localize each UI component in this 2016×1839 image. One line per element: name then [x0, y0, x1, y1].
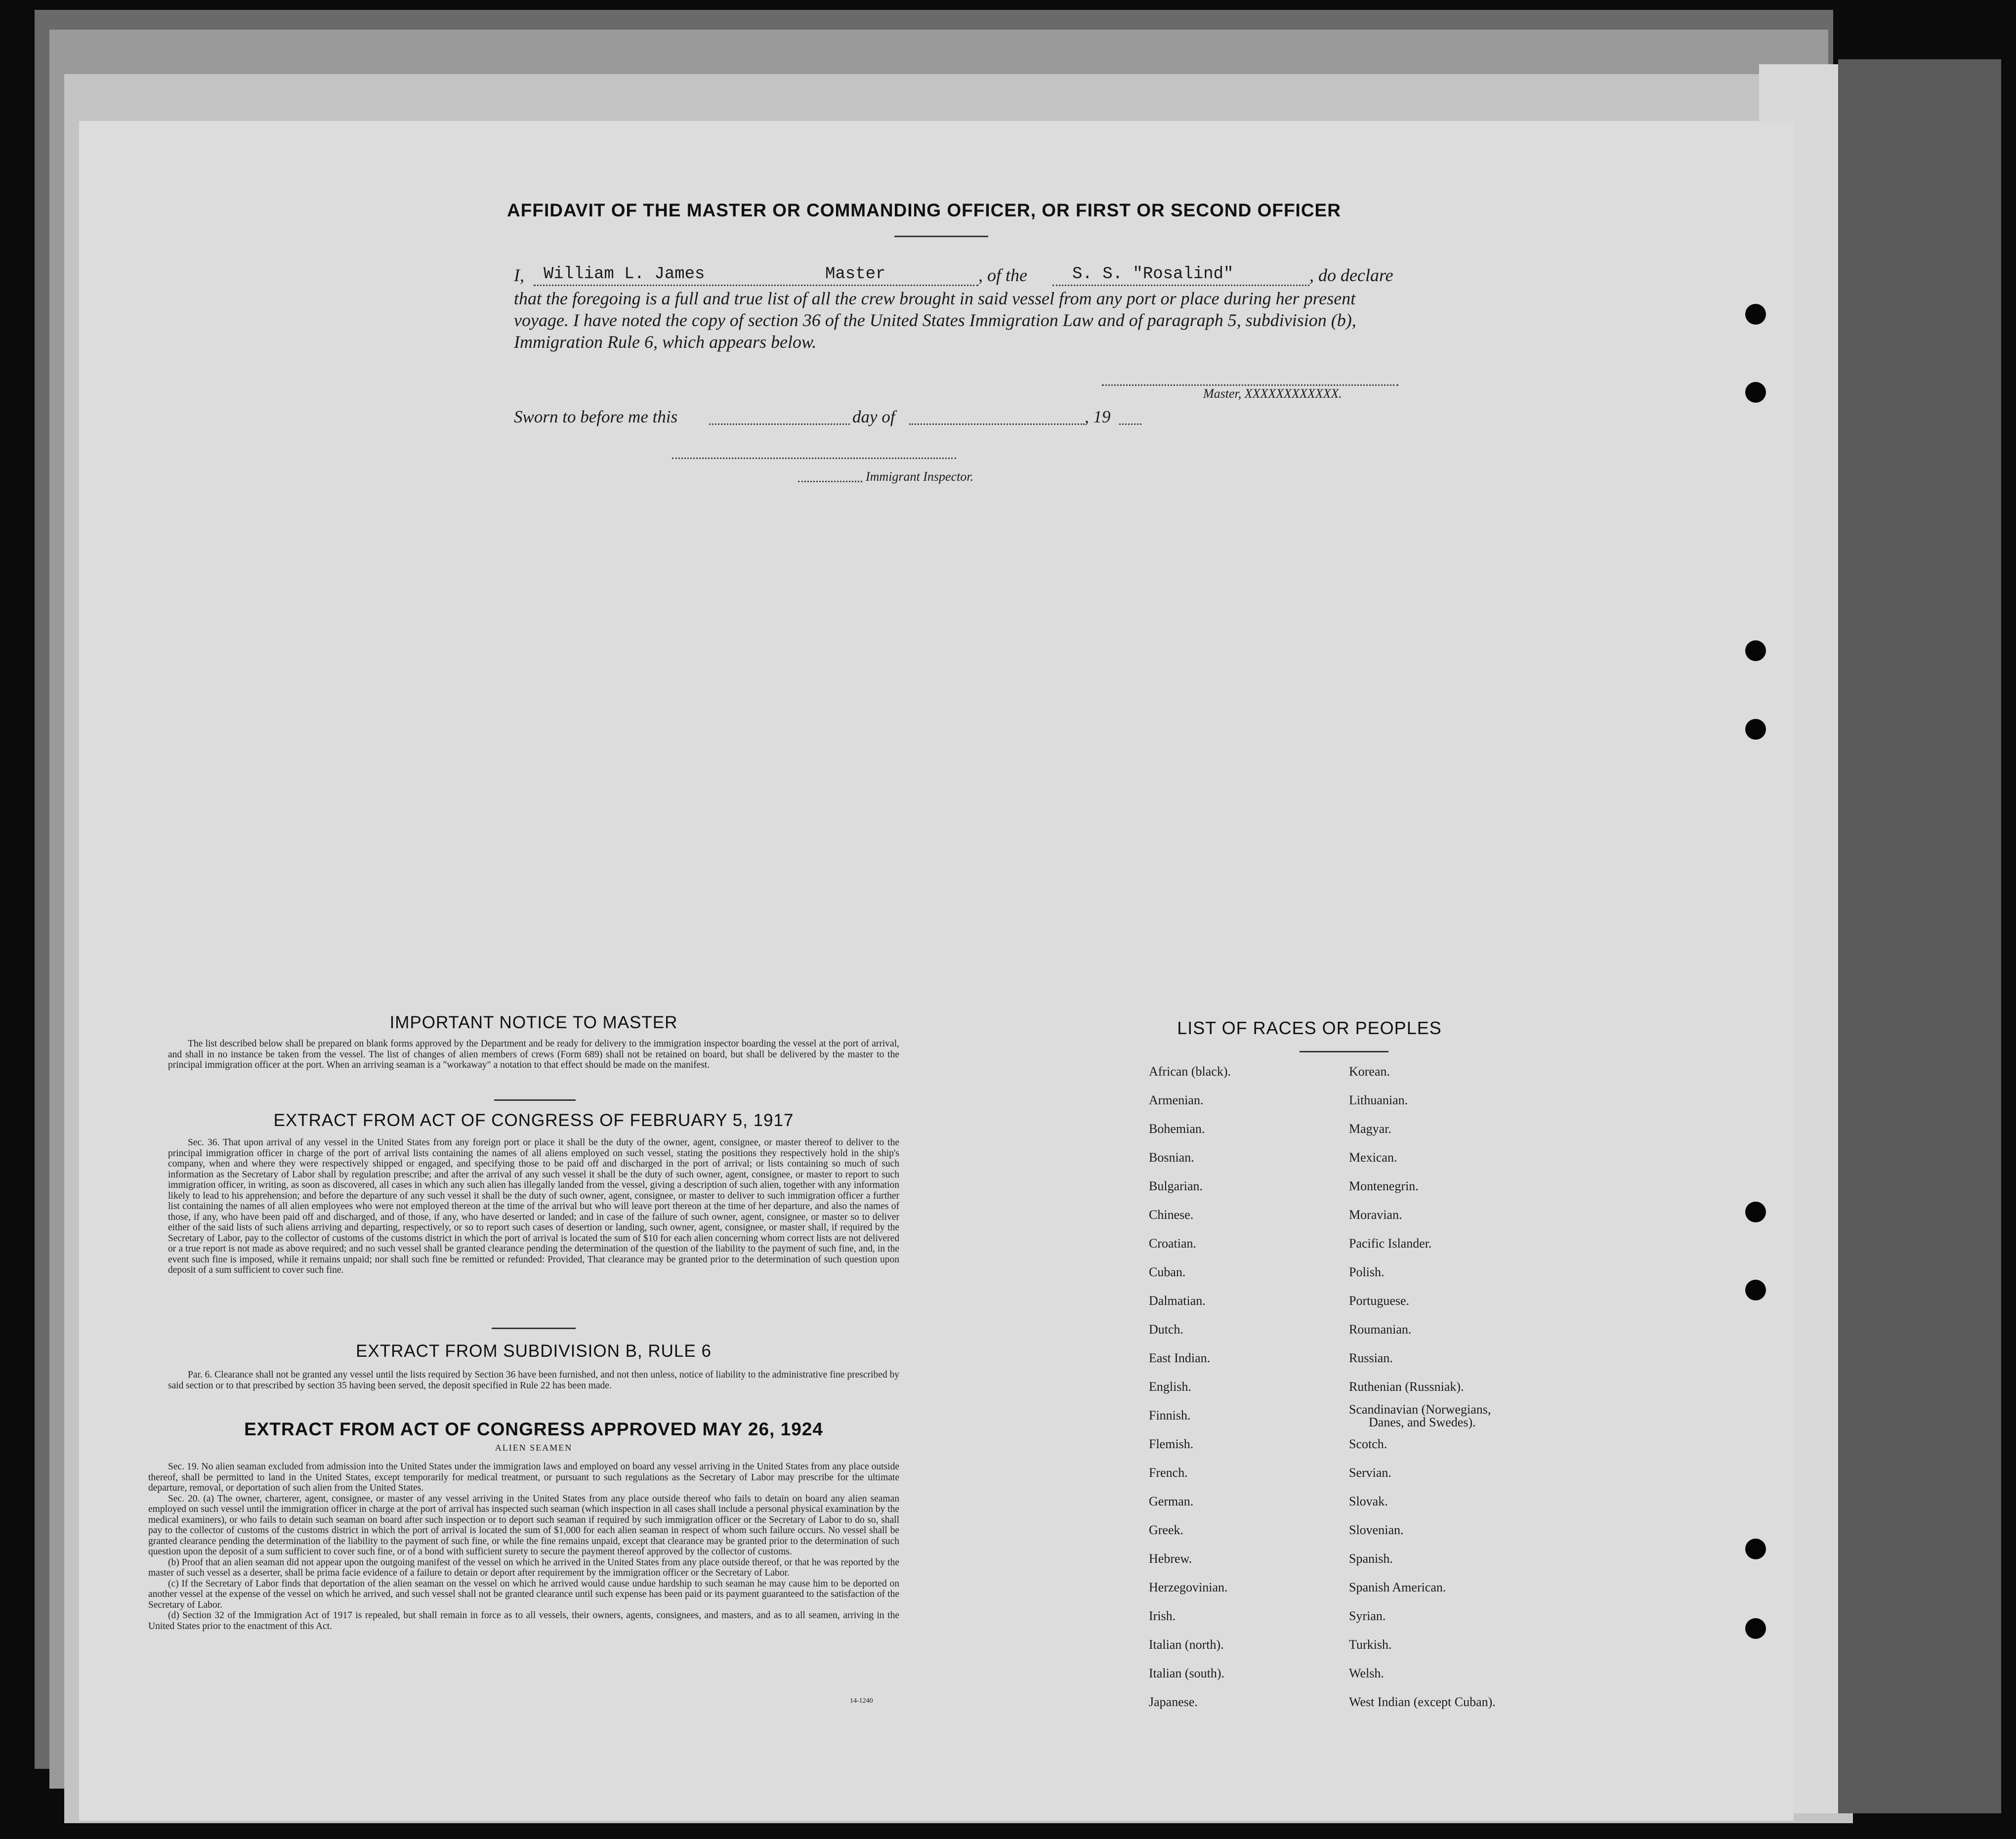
- signature-line[interactable]: [1102, 384, 1398, 386]
- punch-hole: [1745, 382, 1766, 403]
- race-item: Japanese.: [1149, 1695, 1198, 1709]
- race-item: Bosnian.: [1149, 1150, 1194, 1165]
- race-item: Montenegrin.: [1349, 1179, 1419, 1193]
- race-item: German.: [1149, 1494, 1194, 1508]
- extract-rule6-title: EXTRACT FROM SUBDIVISION B, RULE 6: [356, 1341, 712, 1361]
- race-item: Magyar.: [1349, 1122, 1391, 1136]
- race-item: Ruthenian (Russniak).: [1349, 1379, 1464, 1394]
- declaration-line: [514, 265, 1428, 290]
- race-item: African (black).: [1149, 1064, 1231, 1079]
- race-item: Flemish.: [1149, 1437, 1194, 1451]
- extract-1917-title: EXTRACT FROM ACT OF CONGRESS OF FEBRUARY 5, 1917: [273, 1111, 794, 1130]
- back-sheet-5: [1838, 59, 2001, 1813]
- race-item: Irish.: [1149, 1609, 1176, 1623]
- extract-1917-body: Sec. 36. That upon arrival of any vessel in the United States from any foreign port or place it shall be the duty of the owner, agent, consignee, or master thereof to deliver to the principal immigration officer in charge of the port of arrival lists containing the names of all aliens employed on such vessel, stating the positions they respectively hold in the ship's company, when and where they were respectively shipped or engaged, and specifying those to be paid off and discharged in the port of arrival; or lists containing so much of such information as the Secretary of Labor shall by regulation prescribe; and after the arrival of any such vessel it shall be the duty of such owner, agent, consignee, or master to report to such immigration officer, in writing, as soon as discovered, all cases in which any such alien has illegally landed from the vessel, giving a description of such alien, together with any information likely to lead to his apprehension; and before the departure of any such vessel it shall be the duty of such owner, agent, consignee, or master to deliver to such immigration officer a further list containing the names of all alien employees who were not employed thereon at the time of the arrival but who will leave port thereon at the time of her departure, and also the names of those, if any, who have been paid off and discharged, and of those, if any, who have deserted or landed; and in case of the failure of such owner, agent, consignee, or master so to deliver either of the said lists of such aliens arriving and departing, respectively, or so to report such cases of desertion or landing, such owner, agent, consignee, or master shall, if required by the Secretary of Labor, pay to the collector of customs of the customs district in which the port of arrival is located the sum of $10 for each alien concerning whom correct lists are not delivered or a true report is not made as above required; and no such vessel shall be granted clearance pending the determination of the question of the liability to the payment of such fine, and, in the event such fine is imposed, while it remains unpaid; nor shall such fine be remitted or refunded: Provided, That clearance may be granted prior to the determination of such question upon deposit of a sum sufficient to cover such fine.: [168, 1137, 899, 1275]
- race-item: Syrian.: [1349, 1609, 1386, 1623]
- race-item: West Indian (except Cuban).: [1349, 1695, 1496, 1709]
- punch-hole: [1745, 1539, 1766, 1559]
- race-item: Hebrew.: [1149, 1551, 1192, 1566]
- race-item: Servian.: [1349, 1465, 1391, 1480]
- day-of-text: day of: [852, 407, 895, 426]
- races-column-2: [1349, 1057, 1496, 1716]
- race-item: French.: [1149, 1465, 1188, 1480]
- notice-body: The list described below shall be prepared on blank forms approved by the Department and be ready for delivery to the immigration inspector boarding the vessel at the port of arrival, and shall in no instance be taken from the vessel. The list of changes of alien members of crews (Form 689) shall not be retained on board, but shall be delivered by the master to the principal immigration officer at the port. When an arriving seaman is a "workaway" a notation to that effect should be made on the manifest.: [168, 1039, 899, 1070]
- race-item: Korean.: [1349, 1064, 1390, 1079]
- race-item: Slovak.: [1349, 1494, 1388, 1508]
- race-item: Scandinavian (Norwegians, Danes, and Swedes).: [1349, 1402, 1491, 1429]
- race-item: Spanish American.: [1349, 1580, 1446, 1594]
- race-item: Finnish.: [1149, 1408, 1191, 1422]
- declaration-line-3: Immigration Rule 6, which appears below.: [514, 332, 817, 352]
- race-item: East Indian.: [1149, 1351, 1211, 1365]
- punch-hole: [1745, 1280, 1766, 1300]
- race-item: Armenian.: [1149, 1093, 1204, 1107]
- punch-hole: [1745, 640, 1766, 661]
- race-item: English.: [1149, 1379, 1191, 1394]
- year-prefix: , 19: [1085, 407, 1111, 426]
- punch-hole: [1745, 719, 1766, 740]
- race-item: Croatian.: [1149, 1236, 1197, 1251]
- race-item: Mexican.: [1349, 1150, 1397, 1165]
- declaration-line-1: that the foregoing is a full and true list of all the crew brought in said vessel from any port or place during her present: [514, 289, 1356, 308]
- notice-title: IMPORTANT NOTICE TO MASTER: [389, 1013, 678, 1032]
- race-item: Greek.: [1149, 1523, 1184, 1537]
- punch-hole: [1745, 1618, 1766, 1639]
- form-code: 14-1240: [850, 1697, 873, 1705]
- sworn-text: Sworn to before me this: [514, 407, 678, 426]
- races-divider: [1300, 1051, 1388, 1052]
- extract-1924-body: Sec. 19. No alien seaman excluded from admission into the United States under the immigration laws and employed on board any vessel arriving in the United States from any place outside thereof, shall be permitted to land in the United States, except temporarily for medical treatment, or pursuant to such regulations as the Secretary of Labor may prescribe for the ultimate departure, removal, or deportation of such alien from the United States. Sec. 20. (a) The owner, charterer, agent, consignee, or master of any vessel arriving in the United States from any place outside thereof who fails to detain on board any alien seaman employed on such vessel until the immigration officer in charge at the port of arrival has inspected such seaman (which inspection in all cases shall include a personal physical examination by the medical examiners), or who fails to detain such seaman on board after such inspection or to deport such seaman if required by such immigration officer or the Secretary of Labor to do so, shall pay to the collector of customs of the customs district in which the port of arrival is located the sum of $1,000 for each alien seaman in respect of whom such failure occurs. No vessel shall be granted clearance pending the determination of the liability to the payment of such fine, or while the fine remains unpaid, except that clearance may be granted prior to the determination of such question upon the deposit of a sum sufficient to cover such fine, or of a bond with sufficient surety to secure the payment thereof approved by the collector of customs. (b) Proof that an alien seaman did not appear upon the outgoing manifest of the vessel on which he arrived in the United States from any place outside thereof, or that he was reported by the master of such vessel as a deserter, shall be prima facie evidence of a failure to detain or deport after requirement by the immigration officer or the Secretary of Labor. (c) If the Secretary of Labor finds that deportation of the alien seaman on the vessel on which he arrived would cause undue hardship to such seaman he may cause him to be deported on another vessel at the expense of the vessel on which he arrived, and such vessel shall not be granted clearance until such expense has been paid or its payment guaranteed to the satisfaction of the Secretary of Labor. (d) Section 32 of the Immigration Act of 1917 is repealed, but shall remain in force as to all vessels, their owners, agents, consignees, and masters, and as to all seamen, arriving in the United States prior to the enactment of this Act.: [148, 1462, 899, 1631]
- race-item: Italian (south).: [1149, 1666, 1225, 1680]
- declaration-line-2: voyage. I have noted the copy of section 36 of the United States Immigration Law and of paragraph 5, subdivision (b),: [514, 310, 1356, 330]
- inspector-signature-line[interactable]: [672, 458, 956, 459]
- race-item: Slovenian.: [1349, 1523, 1404, 1537]
- pronoun: I,: [514, 265, 524, 285]
- extract-1917-divider: [492, 1328, 576, 1329]
- name-field[interactable]: William L. James: [544, 265, 705, 284]
- race-item: Bohemian.: [1149, 1122, 1205, 1136]
- title-divider: [894, 236, 988, 237]
- race-item: Scotch.: [1349, 1437, 1387, 1451]
- extract-1924-title: EXTRACT FROM ACT OF CONGRESS APPROVED MAY 26, 1924: [244, 1419, 823, 1439]
- extract-rule6-body: Par. 6. Clearance shall not be granted any vessel until the lists required by Section 36 have been furnished, and not then unless, notice of liability to the administrative fine prescribed by said section or to that prescribed by section 35 having been served, the deposit specified in Rule 22 has been made.: [168, 1370, 899, 1391]
- punch-hole: [1745, 304, 1766, 325]
- punch-hole: [1745, 1202, 1766, 1222]
- race-item: Welsh.: [1349, 1666, 1384, 1680]
- rank-field[interactable]: Master: [825, 265, 886, 284]
- race-item: Dalmatian.: [1149, 1294, 1206, 1308]
- race-item: Bulgarian.: [1149, 1179, 1203, 1193]
- race-item: Pacific Islander.: [1349, 1236, 1432, 1251]
- races-title: LIST OF RACES OR PEOPLES: [1177, 1018, 1442, 1038]
- races-column-1: [1149, 1057, 1231, 1716]
- race-item: Italian (north).: [1149, 1637, 1224, 1652]
- year-line[interactable]: [1119, 423, 1141, 425]
- race-item: Turkish.: [1349, 1637, 1392, 1652]
- race-item: Polish.: [1349, 1265, 1385, 1279]
- race-item: Dutch.: [1149, 1322, 1184, 1337]
- race-item: Herzegovinian.: [1149, 1580, 1228, 1594]
- signature-label: Master, XXXXXXXXXXXX.: [1203, 386, 1342, 401]
- do-declare-text: , do declare: [1309, 265, 1393, 285]
- race-item: Russian.: [1349, 1351, 1393, 1365]
- race-item: Chinese.: [1149, 1208, 1194, 1222]
- sworn-day-line[interactable]: [709, 423, 850, 425]
- notice-divider: [494, 1099, 576, 1101]
- race-item: Moravian.: [1349, 1208, 1402, 1222]
- race-item: Lithuanian.: [1349, 1093, 1408, 1107]
- race-item: Spanish.: [1349, 1551, 1393, 1566]
- sworn-month-line[interactable]: [909, 423, 1085, 425]
- vessel-field[interactable]: S. S. "Rosalind": [1072, 265, 1234, 284]
- alien-seamen-subtitle: ALIEN SEAMEN: [495, 1443, 573, 1453]
- of-the-text: , of the: [978, 265, 1027, 285]
- race-item: Cuban.: [1149, 1265, 1186, 1279]
- inspector-label: Immigrant Inspector.: [866, 469, 974, 484]
- race-item: Roumanian.: [1349, 1322, 1412, 1337]
- affidavit-title: AFFIDAVIT OF THE MASTER OR COMMANDING OFFICER, OR FIRST OR SECOND OFFICER: [507, 200, 1341, 220]
- race-item: Portuguese.: [1349, 1294, 1410, 1308]
- declaration-paragraph: [514, 288, 1433, 353]
